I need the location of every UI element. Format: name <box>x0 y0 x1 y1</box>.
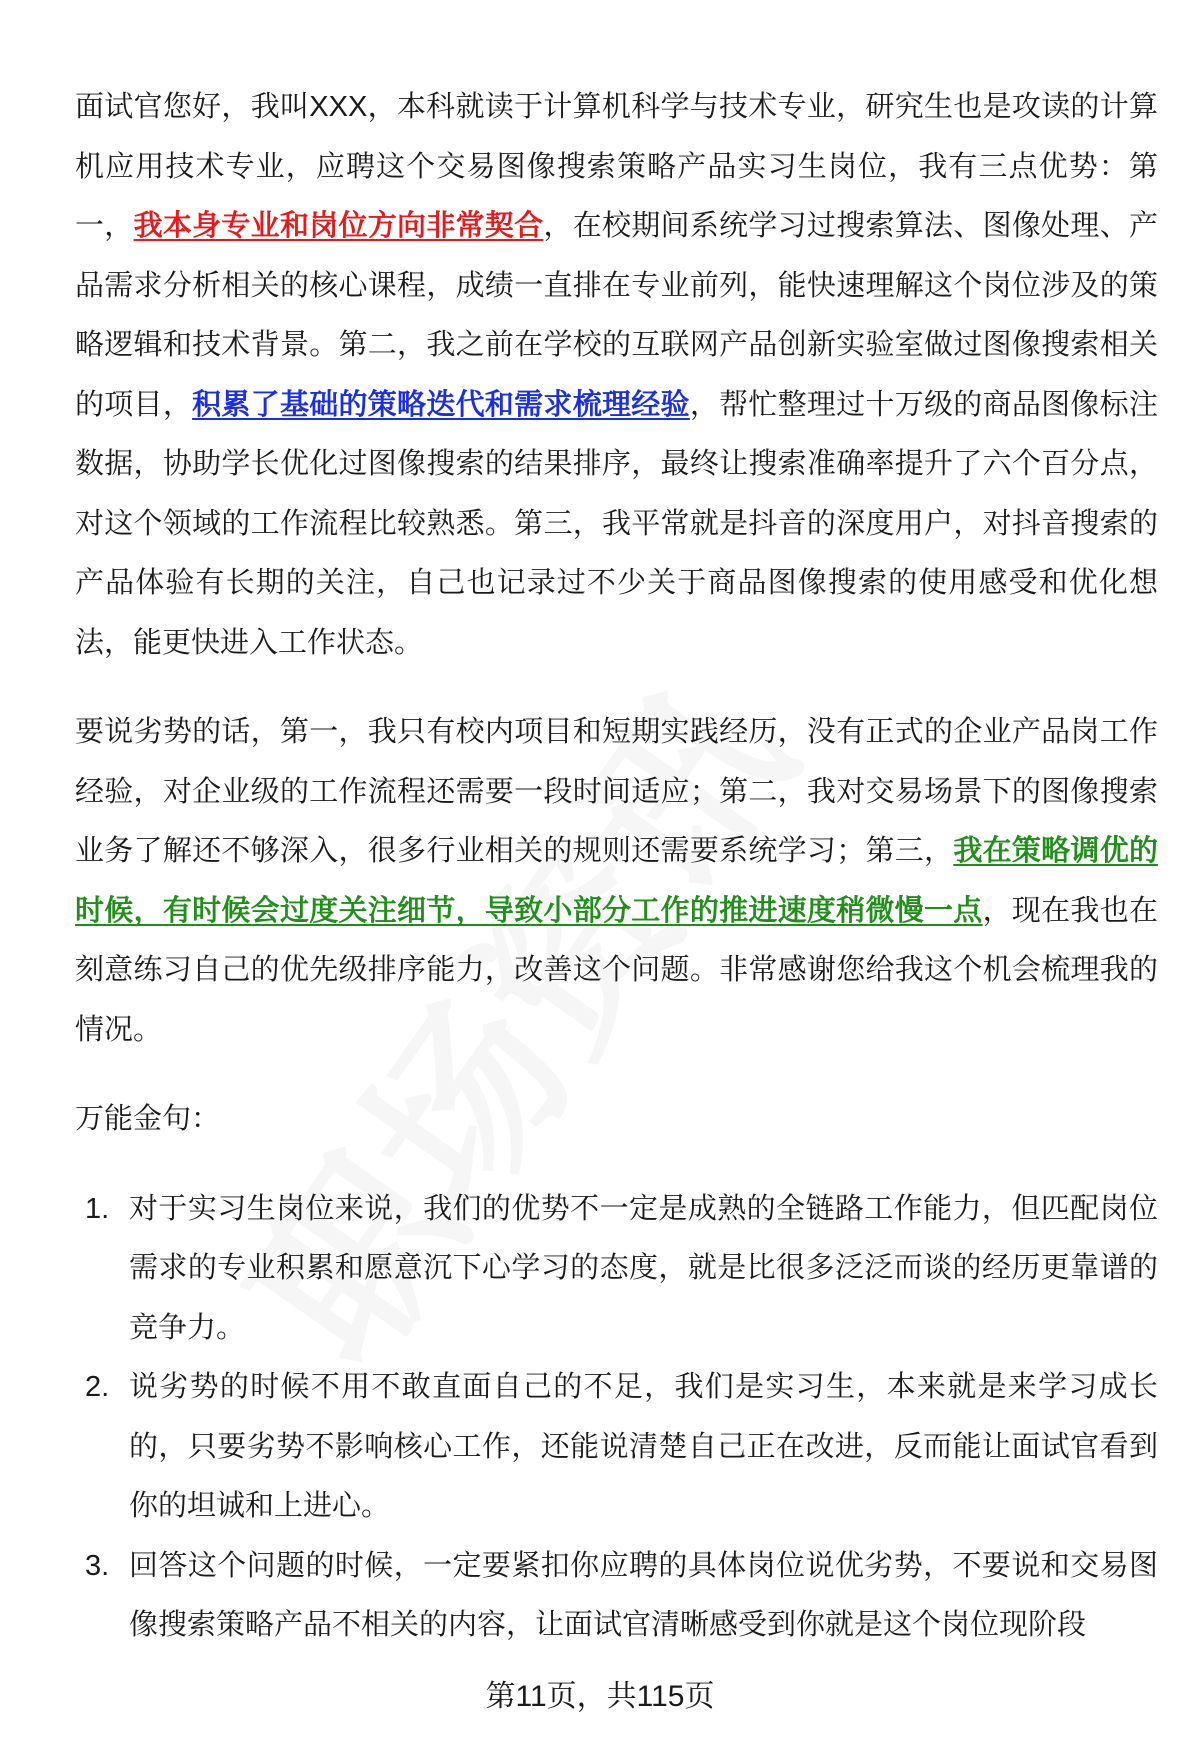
page-number: 第11页，共115页 <box>485 1680 715 1713</box>
text-segment: ，现在我也在刻意练习自己的优先级排序能力，改善这个问题。非常感谢您给我这个机会梳理我的情况。 <box>75 894 1158 1046</box>
list-text: 对于实习生岗位来说，我们的优势不一定是成熟的全链路工作能力，但匹配岗位需求的专业积累和愿意沉下心学习的态度，就是比很多泛泛而谈的经历更靠谱的竞争力。 <box>129 1192 1158 1344</box>
section-heading: 万能金句： <box>75 1103 221 1135</box>
text-segment: 面试官您好，我叫XXX，本科就读于计算机科学与技术专业，研究生也是攻读的计算机应用技术专业，应聘这个交易图像搜索策略产品实习生岗位，我有三点优势：第一， <box>75 91 1158 242</box>
list-text: 回答这个问题的时候，一定要紧扣你应聘的具体岗位说优劣势，不要说和交易图像搜索策略产品不相关的内容，让面试官清晰感受到你就是这个岗位现阶段 <box>129 1549 1158 1641</box>
highlight-blue: 积累了基础的策略迭代和需求梳理经验 <box>192 388 690 421</box>
list-text: 说劣势的时候不用不敢直面自己的不足，我们是实习生，本来就是来学习成长的，只要劣势不影响核心工作，还能说清楚自己正在改进，反而能让面试官看到你的坦诚和上进心。 <box>129 1371 1158 1522</box>
list-item <box>75 1537 1158 1656</box>
document-body <box>75 78 1158 1656</box>
text-segment: 要说劣势的话，第一，我只有校内项目和短期实践经历，没有正式的企业产品岗工作经验，对企业级的工作流程还需要一段时间适应；第二，我对交易场景下的图像搜索业务了解还不够深入，很多行业相关的规则还需要系统学习；第三， <box>75 716 1158 867</box>
list-item <box>75 1180 1158 1359</box>
highlight-red: 我本身专业和岗位方向非常契合 <box>133 210 544 242</box>
list-number: 2. <box>85 1371 110 1403</box>
highlight-green: 我在策略调优的时候，有时候会过度关注细节，导致小部分工作的推进速度稍微慢一点 <box>75 835 1158 927</box>
list-number: 3. <box>85 1549 110 1582</box>
tips-list <box>75 1180 1158 1656</box>
list-number: 1. <box>85 1192 110 1225</box>
paragraph-strengths <box>75 78 1158 673</box>
text-segment: ，帮忙整理过十万级的商品图像标注数据，协助学长优化过图像搜索的结果排序，最终让搜索准确率提升了六个百分点，对这个领域的工作流程比较熟悉。第三，我平常就是抖音的深度用户，对抖音搜索的产品体验有长期的关注，自己也记录过不少关于商品图像搜索的使用感受和优化想法，能更快进入工作状态。 <box>75 388 1158 659</box>
paragraph-weaknesses <box>75 703 1158 1060</box>
text-segment: ，在校期间系统学习过搜索算法、图像处理、产品需求分析相关的核心课程，成绩一直排在专业前列，能快速理解这个岗位涉及的策略逻辑和技术背景。第二，我之前在学校的互联网产品创新实验室做过图像搜索相关的项目， <box>75 210 1158 421</box>
list-item <box>75 1358 1158 1537</box>
